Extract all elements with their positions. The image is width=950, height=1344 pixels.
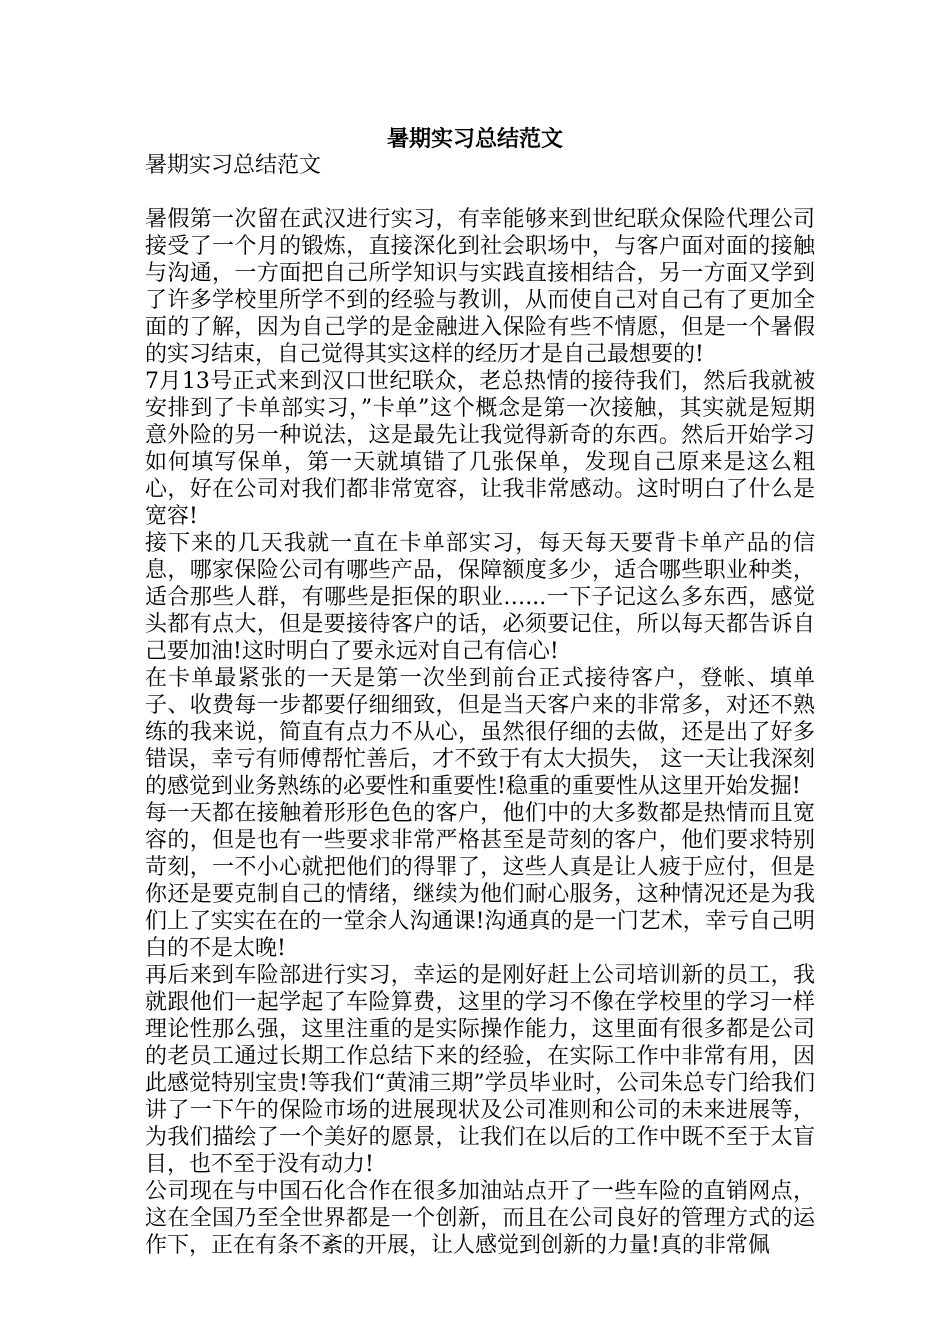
document-title: 暑期实习总结范文 bbox=[386, 126, 563, 152]
paragraph: 在卡单最紧张的一天是第一次坐到前台正式接待客户，登帐、填单子、收费每一步都要仔细细致，但是当天客户来的非常多，对还不熟练的我来说，简直有点力不从心，虽然很仔细的去做，还是出了好多错误，幸亏有师傅帮忙善后，才不致于有太大损失， 这一天让我深刻的感觉到业务熟练的必要性和重要性!稳重的重要性从这里开始发掘! bbox=[145, 666, 815, 799]
paragraph: 每一天都在接触着形形色色的客户，他们中的大多数都是热情而且宽容的，但是也有一些要求非常严格甚至是苛刻的客户，他们要求特别苛刻，一不小心就把他们的得罪了，这些人真是让人疲于应付，但是你还是要克制自己的情绪，继续为他们耐心服务，这种情况还是为我们上了实实在在的一堂余人沟通课!沟通真的是一门艺术，幸亏自己明白的不是太晚! bbox=[145, 801, 815, 961]
document-subtitle: 暑期实习总结范文 bbox=[145, 153, 322, 178]
paragraph: 接下来的几天我就一直在卡单部实习，每天每天要背卡单产品的信息，哪家保险公司有哪些产品，保障额度多少，适合哪些职业种类，适合那些人群，有哪些是拒保的职业…...一下子记这么多东西，感觉头都有点大，但是要接待客户的话，必须要记住，所以每天都告诉自己要加油!这时明白了要永远对自己有信心! bbox=[145, 531, 815, 664]
paragraph: 7月13号正式来到汉口世纪联众，老总热情的接待我们，然后我就被安排到了卡单部实习，”卡单”这个概念是第一次接触，其实就是短期意外险的另一种说法，这是最先让我觉得新奇的东西。然后开始学习如何填写保单，第一天就填错了几张保单，发现自己原来是这么粗心，好在公司对我们都非常宽容，让我非常感动。这时明白了什么是宽容! bbox=[145, 369, 815, 529]
paragraph: 再后来到车险部进行实习，幸运的是刚好赶上公司培训新的员工，我就跟他们一起学起了车险算费，这里的学习不像在学校里的学习一样理论性那么强，这里注重的是实际操作能力，这里面有很多都是公司的老员工通过长期工作总结下来的经验，在实际工作中非常有用，因此感觉特别宝贵!等我们“黄浦三期”学员毕业时，公司朱总专门给我们讲了一下午的保险市场的进展现状及公司准则和公司的未来进展等，为我们描绘了一个美好的愿景，让我们在以后的工作中既不至于太盲目，也不至于没有动力! bbox=[145, 963, 815, 1177]
paragraph: 公司现在与中国石化合作在很多加油站点开了一些车险的直销网点，这在全国乃至全世界都是一个创新，而且在公司良好的管理方式的运作下，正在有条不紊的开展，让人感觉到创新的力量!真的非常佩 bbox=[145, 1179, 815, 1258]
paragraph: 暑假第一次留在武汉进行实习，有幸能够来到世纪联众保险代理公司接受了一个月的锻炼，直接深化到社会职场中，与客户面对面的接触与沟通，一方面把自己所学知识与实践直接相结合，另一方面又学到了许多学校里所学不到的经验与教训，从而使自己对自己有了更加全面的了解，因为自己学的是金融进入保险有些不情愿，但是一个暑假的实习结束，自己觉得其实这样的经历才是自己最想要的! bbox=[145, 207, 815, 367]
document-body bbox=[145, 152, 815, 1259]
